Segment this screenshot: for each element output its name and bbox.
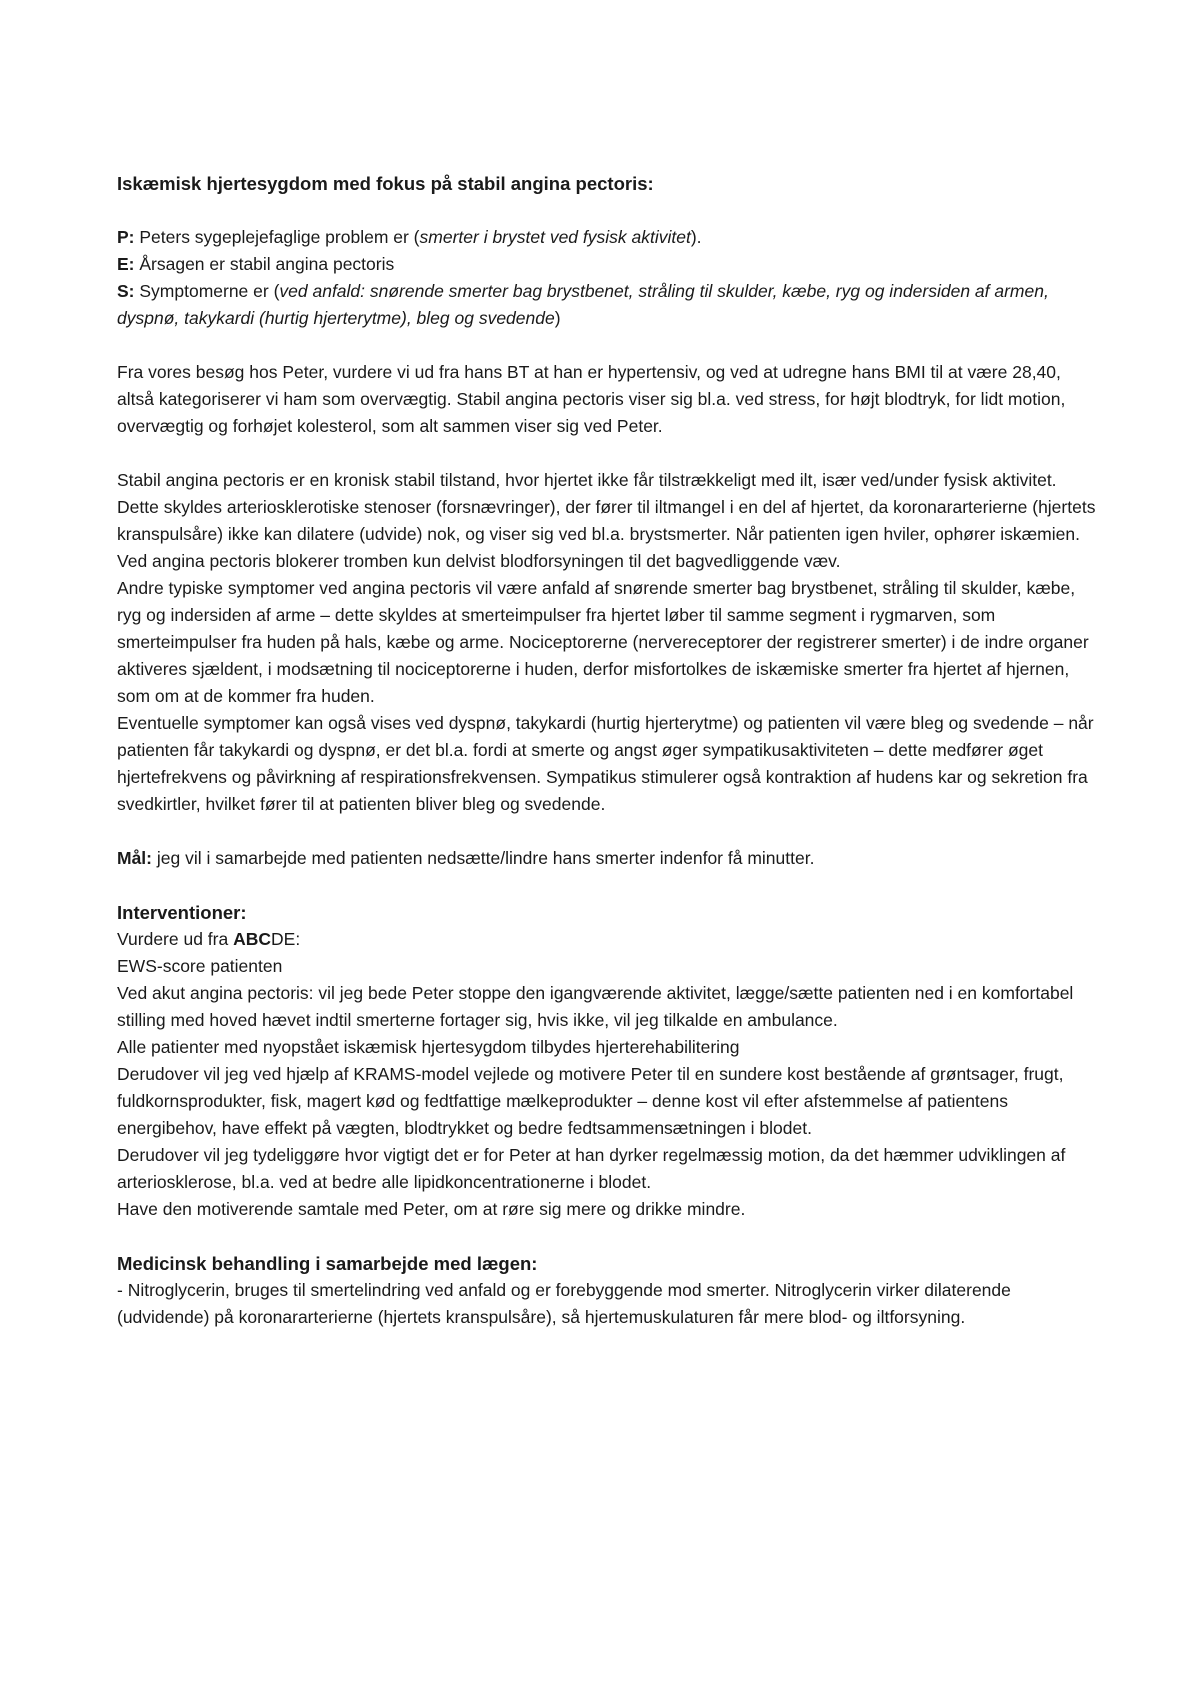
- intervention-item: EWS-score patienten: [117, 956, 283, 976]
- explanation-section: [117, 467, 1097, 818]
- pes-s-italic: ved anfald: snørende smerter bag brystbenet, stråling til skulder, kæbe, ryg og indersiden af armen, dyspnø, takykardi (hurtig hjerterytme), bleg og svedende: [117, 281, 1049, 328]
- pes-etiology: [117, 251, 1097, 278]
- intervention-item: Derudover vil jeg tydeliggøre hvor vigtigt det er for Peter at han dyrker regelmæssig motion, da det hæmmer udviklingen af arteriosklerose, bl.a. ved at bedre alle lipidkoncentrationerne i blodet.: [117, 1145, 1066, 1192]
- intervention-item: Derudover vil jeg ved hjælp af KRAMS-model vejlede og motivere Peter til en sundere kost bestående af grøntsager, frugt, fuldkornsprodukter, fisk, magert kød og fedtfattige mælkeprodukter – denne kost vil efter afstemmelse af patientens energibehov, have effekt på vægten, blodtrykket og bedre fedtsammensætningen i blodet.: [117, 1064, 1064, 1138]
- intervention-item: Alle patienter med nyopstået iskæmisk hjertesygdom tilbydes hjerterehabilitering: [117, 1037, 740, 1057]
- abcde-suffix: DE:: [271, 929, 301, 949]
- pes-p-text: Peters sygeplejefaglige problem er (: [134, 227, 420, 247]
- pes-p-end: ).: [690, 227, 702, 247]
- pes-block: [117, 224, 1097, 332]
- pes-e-label: E:: [117, 254, 135, 274]
- pes-s-text: Symptomerne er (: [134, 281, 280, 301]
- goal-paragraph: [117, 845, 1097, 872]
- goal-text: jeg vil i samarbejde med patienten nedsætte/lindre hans smerter indenfor få minutter.: [152, 848, 815, 868]
- intervention-item: Have den motiverende samtale med Peter, om at røre sig mere og drikke mindre.: [117, 1199, 746, 1219]
- interventions-heading: Interventioner:: [117, 902, 247, 923]
- visit-paragraph: Fra vores besøg hos Peter, vurdere vi ud fra hans BT at han er hypertensiv, og ved at udregne hans BMI til at være 28,40, altså kategoriserer vi ham som overvægtig. Stabil angina pectoris viser sig bl.a. ved stress, for højt blodtryk, for lidt motion, overvægtig og forhøjet kolesterol, som alt sammen viser sig ved Peter.: [117, 362, 1066, 436]
- document-title: Iskæmisk hjertesygdom med fokus på stabil angina pectoris:: [117, 173, 654, 194]
- goal-label: Mål:: [117, 848, 152, 868]
- medicine-text: - Nitroglycerin, bruges til smertelindring ved anfald og er forebyggende mod smerter. Nitroglycerin virker dilaterende (udvidende) på koronararterierne (hjertets kranspulsåre), så hjertemuskulaturen får mere blod- og iltforsyning.: [117, 1280, 1011, 1327]
- pes-problem: [117, 224, 1097, 251]
- pes-p-italic: smerter i brystet ved fysisk aktivitet: [419, 227, 691, 247]
- explanation-paragraph: Andre typiske symptomer ved angina pectoris vil være anfald af snørende smerter bag brystbenet, stråling til skulder, kæbe, ryg og indersiden af arme – dette skyldes at smerteimpulser fra hjertet løber til samme segment i rygmarven, som smerteimpulser fra huden på hals, kæbe og arme. Nociceptorerne (nervereceptorer der registrerer smerter) i de indre organer aktiveres sjældent, i modsætning til nociceptorerne i huden, derfor misfortolkes de iskæmiske smerter fra hjertet af hjernen, som om at de kommer fra huden.: [117, 578, 1089, 706]
- explanation-paragraph: Stabil angina pectoris er en kronisk stabil tilstand, hvor hjertet ikke får tilstrækkeligt med ilt, især ved/under fysisk aktivitet. Dette skyldes arteriosklerotiske stenoser (forsnævringer), der fører til iltmangel i en del af hjertet, da koronararterierne (hjertets kranspulsåre) ikke kan dilatere (udvide) nok, og viser sig ved bl.a. brystsmerter. Når patienten igen hviler, ophører iskæmien.: [117, 470, 1096, 544]
- medicine-heading: Medicinsk behandling i samarbejde med lægen:: [117, 1253, 538, 1274]
- abcde-prefix: Vurdere ud fra: [117, 929, 234, 949]
- pes-s-label: S:: [117, 281, 135, 301]
- explanation-paragraph: Eventuelle symptomer kan også vises ved dyspnø, takykardi (hurtig hjerterytme) og patienten vil være bleg og svedende – når patienten får takykardi og dyspnø, er det bl.a. fordi at smerte og angst øger sympatikusaktiviteten – dette medfører øget hjertefrekvens og påvirkning af respirationsfrekvensen. Sympatikus stimulerer også kontraktion af hudens kar og sekretion fra svedkirtler, hvilket fører til at patienten bliver bleg og svedende.: [117, 713, 1094, 814]
- interventions-section: [117, 899, 1097, 1223]
- pes-p-label: P:: [117, 227, 135, 247]
- explanation-paragraph: Ved angina pectoris blokerer tromben kun delvist blodforsyningen til det bagvedliggende væv.: [117, 551, 841, 571]
- medicine-section: [117, 1250, 1097, 1331]
- abcde-line: [117, 926, 1097, 953]
- pes-s-end: ): [554, 308, 561, 328]
- pes-e-text: Årsagen er stabil angina pectoris: [134, 254, 395, 274]
- abcde-bold: ABC: [233, 929, 272, 949]
- pes-symptoms: [117, 278, 1097, 332]
- document-page: [117, 170, 1097, 1331]
- intervention-item: Ved akut angina pectoris: vil jeg bede Peter stoppe den igangværende aktivitet, lægge/sætte patienten ned i en komfortabel stilling med hoved hævet indtil smerterne fortager sig, hvis ikke, vil jeg tilkalde en ambulance.: [117, 983, 1074, 1030]
